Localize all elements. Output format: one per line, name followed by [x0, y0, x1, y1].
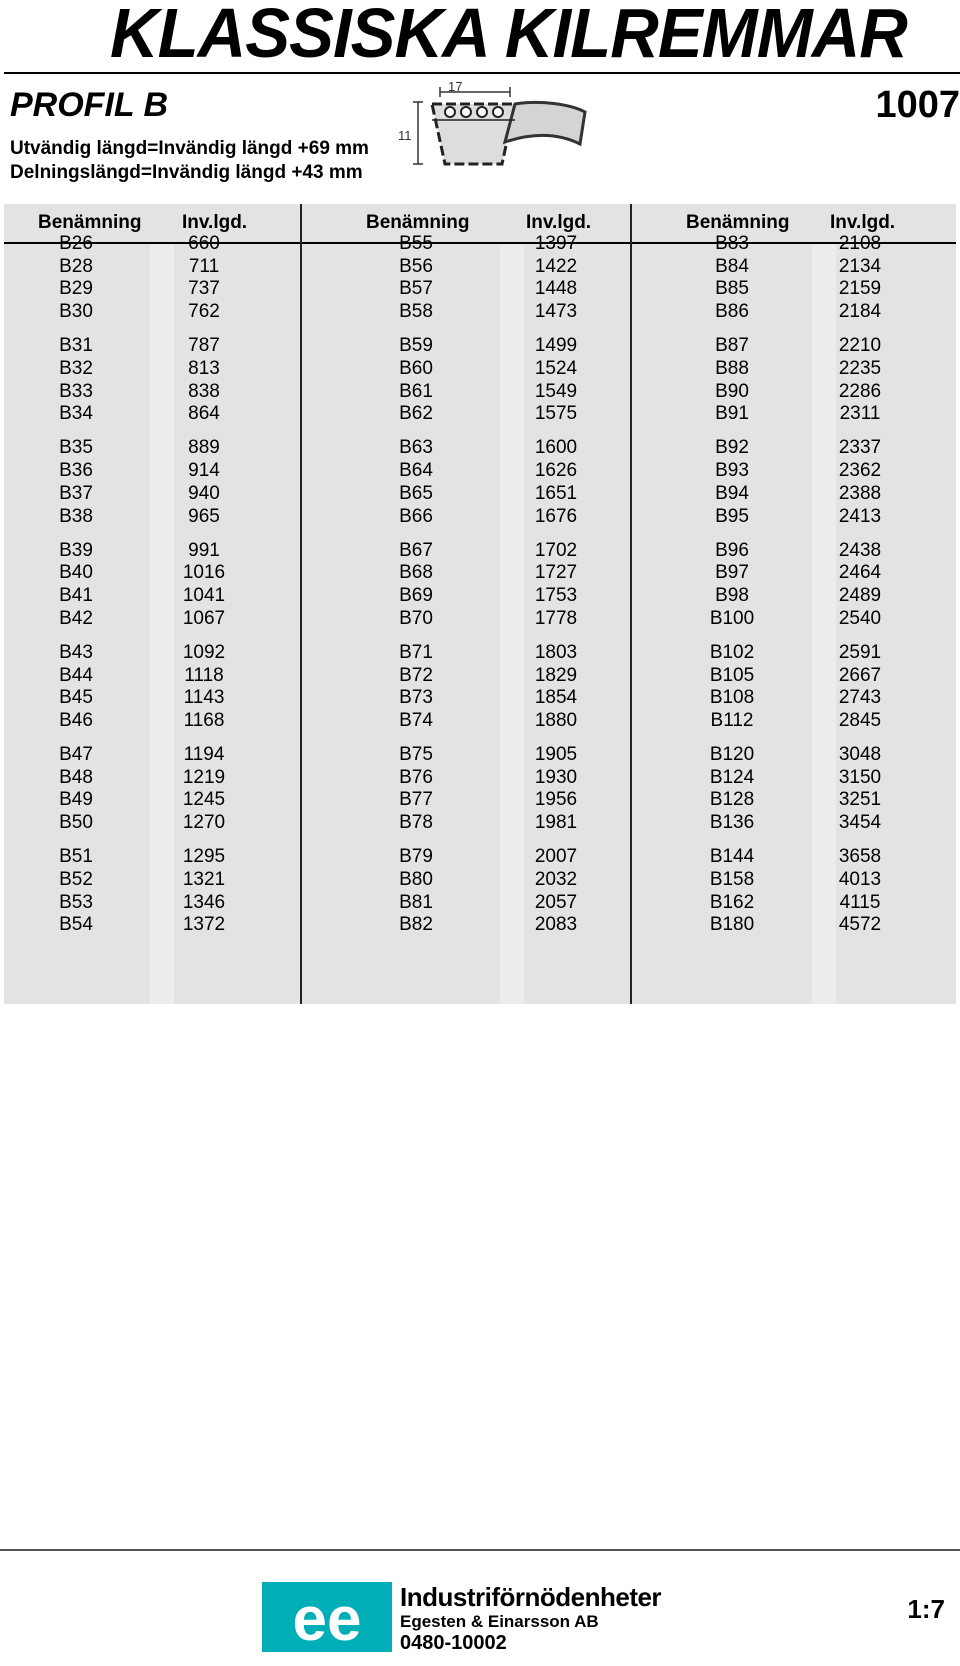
belt-designation: B26: [59, 233, 93, 254]
header-benamning-1: Benämning: [38, 212, 142, 233]
belt-inner-length: 1905: [534, 744, 578, 765]
footer-rule: [0, 1549, 960, 1551]
belt-inner-length: 1092: [182, 641, 226, 663]
belt-designation: B35: [59, 437, 93, 459]
belt-inner-length: 1219: [182, 766, 226, 788]
header-invlgd-1: Inv.lgd.: [182, 212, 248, 233]
note-pitch-length: Delningslängd=Invändig längd +43 mm: [10, 162, 363, 183]
belt-designation: B100: [709, 607, 755, 629]
belt-designation: B31: [59, 335, 93, 357]
belt-inner-length: 2032: [534, 868, 578, 890]
belt-designation: B70: [399, 607, 433, 629]
belt-inner-length: 1727: [534, 562, 578, 584]
dim-width-label: 17: [448, 79, 463, 94]
belt-designation: B58: [399, 301, 433, 323]
belt-inner-length: 1499: [534, 335, 578, 357]
belt-inner-length: 3658: [838, 846, 882, 868]
belt-designation: B97: [715, 562, 749, 584]
belt-inner-length: 3048: [838, 744, 882, 765]
belt-designation: B61: [399, 380, 433, 402]
page-title: KLASSISKA KILREMMAR: [110, 0, 907, 72]
belt-inner-length: 2210: [838, 335, 882, 357]
header-invlgd-2: Inv.lgd.: [526, 212, 592, 233]
belt-designation: B66: [399, 505, 433, 527]
belt-inner-length: 2134: [838, 255, 882, 277]
belt-designation: B92: [715, 437, 749, 459]
belt-inner-length: 2388: [838, 482, 882, 504]
belt-inner-length: 2464: [838, 562, 882, 584]
belt-designation: B29: [59, 278, 93, 300]
belt-designation: B105: [709, 664, 755, 686]
belt-inner-length: 1422: [534, 255, 578, 277]
belt-inner-length: 1575: [534, 403, 578, 425]
header-benamning-3: Benämning: [686, 212, 790, 233]
belt-inner-length: 1626: [534, 460, 578, 482]
belt-inner-length: 1067: [182, 607, 226, 629]
note-outer-length: Utvändig längd=Invändig längd +69 mm: [10, 138, 369, 159]
belt-inner-length: 1829: [534, 664, 578, 686]
belt-inner-length: 2057: [534, 891, 578, 913]
belt-designation: B54: [59, 914, 93, 936]
column-divider: [630, 204, 632, 1004]
page-code: 1007: [875, 84, 960, 126]
belt-designation: B98: [715, 585, 749, 606]
belt-designation: B91: [715, 403, 749, 425]
belt-profile-illustration: [398, 79, 610, 182]
top-rule: [4, 72, 960, 74]
belt-designation: B72: [399, 664, 433, 686]
belt-designation: B38: [59, 505, 93, 527]
belt-inner-length: 2540: [838, 607, 882, 629]
belt-inner-length: 1270: [182, 812, 226, 834]
belt-inner-length: 1016: [182, 562, 226, 584]
belt-designation: B124: [709, 766, 755, 788]
header-benamning-2: Benämning: [366, 212, 470, 233]
belt-designation: B180: [709, 914, 755, 936]
belt-designation: B59: [399, 335, 433, 357]
belt-inner-length: 4115: [839, 891, 881, 913]
page-number: 1:7: [907, 1594, 945, 1624]
belt-designation: B36: [59, 460, 93, 482]
belt-designation: B83: [715, 233, 749, 254]
belt-inner-length: 1346: [182, 891, 226, 913]
logo-text: ee: [292, 1585, 362, 1654]
belt-designation: B144: [709, 846, 755, 868]
belt-designation: B46: [59, 709, 93, 731]
belt-designation: B55: [399, 233, 433, 254]
belt-inner-length: 1321: [182, 868, 226, 890]
belt-inner-length: 4013: [838, 868, 882, 890]
belt-designation: B48: [59, 766, 93, 788]
belt-inner-length: 1372: [182, 914, 226, 936]
belt-inner-length: 2591: [838, 641, 882, 663]
belt-designation: B64: [399, 460, 433, 482]
belt-inner-length: 787: [188, 335, 220, 357]
belt-designation: B68: [399, 562, 433, 584]
belt-inner-length: 2413: [838, 505, 882, 527]
belt-inner-length: 2235: [838, 357, 882, 379]
belt-designation: B30: [59, 301, 93, 323]
belt-designation: B73: [399, 687, 433, 709]
belt-designation: B78: [399, 812, 433, 834]
belt-designation: B112: [710, 709, 754, 731]
belt-designation: B33: [59, 380, 93, 402]
belt-inner-length: 2159: [838, 278, 882, 300]
belt-designation: B85: [715, 278, 749, 300]
belt-designation: B49: [59, 789, 93, 811]
belt-inner-length: 889: [188, 437, 220, 459]
belt-inner-length: 1778: [534, 607, 578, 629]
belt-designation: B84: [715, 255, 749, 277]
belt-inner-length: 1397: [534, 233, 578, 254]
belt-designation: B162: [709, 891, 755, 913]
belt-designation: B32: [59, 357, 93, 379]
belt-designation: B96: [715, 539, 749, 561]
belt-inner-length: 737: [188, 278, 220, 300]
belt-designation: B95: [715, 505, 749, 527]
belt-inner-length: 2083: [534, 914, 578, 936]
belt-designation: B136: [709, 812, 755, 834]
belt-designation: B82: [399, 914, 433, 936]
belt-inner-length: 1854: [534, 687, 578, 709]
belt-inner-length: 940: [188, 482, 220, 504]
belt-inner-length: 2845: [838, 709, 882, 731]
company-subtitle: Egesten & Einarsson AB: [400, 1612, 599, 1631]
belt-inner-length: 1295: [182, 846, 226, 868]
belt-inner-length: 1600: [534, 437, 578, 459]
belt-designation: B41: [59, 585, 93, 606]
belt-inner-length: 864: [188, 403, 220, 425]
belt-inner-length: 1118: [184, 664, 224, 686]
belt-designation: B128: [709, 789, 755, 811]
belt-inner-length: 660: [188, 233, 220, 254]
belt-designation: B47: [59, 744, 93, 765]
belt-designation: B51: [59, 846, 93, 868]
belt-designation: B94: [715, 482, 749, 504]
belt-designation: B79: [399, 846, 433, 868]
belt-designation: B42: [59, 607, 93, 629]
belt-inner-length: 1981: [534, 812, 578, 834]
belt-inner-length: 813: [188, 357, 220, 379]
profile-heading: PROFIL B: [10, 86, 169, 124]
belt-designation: B76: [399, 766, 433, 788]
belt-designation: B69: [399, 585, 433, 606]
belt-inner-length: 1473: [534, 301, 578, 323]
belt-inner-length: 1448: [534, 278, 578, 300]
belt-inner-length: 3454: [838, 812, 882, 834]
belt-inner-length: 2489: [838, 585, 882, 606]
belt-table: [4, 204, 956, 1004]
belt-inner-length: 2438: [838, 539, 882, 561]
belt-designation: B34: [59, 403, 93, 425]
belt-designation: B102: [709, 641, 755, 663]
belt-inner-length: 2362: [838, 460, 882, 482]
belt-designation: B44: [59, 664, 93, 686]
belt-designation: B39: [59, 539, 93, 561]
belt-inner-length: 1956: [534, 789, 578, 811]
belt-inner-length: 1168: [183, 709, 225, 731]
table-header: [4, 204, 956, 240]
column-divider: [300, 204, 302, 1004]
belt-designation: B63: [399, 437, 433, 459]
belt-designation: B74: [399, 709, 433, 731]
belt-inner-length: 4572: [838, 914, 882, 936]
belt-designation: B45: [59, 687, 93, 709]
belt-inner-length: 914: [188, 460, 220, 482]
belt-designation: B93: [715, 460, 749, 482]
belt-designation: B57: [399, 278, 433, 300]
belt-designation: B50: [59, 812, 93, 834]
belt-designation: B53: [59, 891, 93, 913]
belt-inner-length: 3150: [838, 766, 882, 788]
belt-designation: B75: [399, 744, 433, 765]
belt-designation: B80: [399, 868, 433, 890]
belt-designation: B77: [399, 789, 433, 811]
belt-designation: B81: [399, 891, 433, 913]
belt-inner-length: 1549: [534, 380, 578, 402]
belt-inner-length: 3251: [838, 789, 882, 811]
belt-designation: B67: [399, 539, 433, 561]
belt-inner-length: 1194: [183, 744, 225, 765]
belt-inner-length: 711: [188, 255, 220, 277]
belt-designation: B87: [715, 335, 749, 357]
belt-designation: B37: [59, 482, 93, 504]
belt-inner-length: 1143: [183, 687, 225, 709]
belt-inner-length: 1651: [534, 482, 578, 504]
belt-designation: B62: [399, 403, 433, 425]
belt-inner-length: 2108: [838, 233, 882, 254]
belt-inner-length: 1753: [534, 585, 578, 606]
belt-inner-length: 1930: [534, 766, 578, 788]
company-phone: 0480-10002: [400, 1632, 507, 1654]
belt-designation: B28: [59, 255, 93, 277]
belt-inner-length: 1880: [534, 709, 578, 731]
belt-designation: B108: [709, 687, 755, 709]
belt-designation: B56: [399, 255, 433, 277]
dim-height-label: 11: [398, 128, 412, 143]
belt-inner-length: 1803: [534, 641, 578, 663]
belt-inner-length: 1702: [534, 539, 578, 561]
belt-inner-length: 838: [188, 380, 220, 402]
belt-inner-length: 1524: [534, 357, 578, 379]
company-name: Industriförnödenheter: [400, 1582, 662, 1612]
belt-designation: B158: [709, 868, 755, 890]
belt-inner-length: 965: [188, 505, 220, 527]
belt-designation: B65: [399, 482, 433, 504]
belt-inner-length: 2286: [838, 380, 882, 402]
belt-inner-length: 1245: [182, 789, 226, 811]
belt-inner-length: 1041: [182, 585, 226, 606]
belt-designation: B43: [59, 641, 93, 663]
belt-inner-length: 991: [188, 539, 220, 561]
belt-designation: B88: [715, 357, 749, 379]
belt-inner-length: 2311: [839, 403, 881, 425]
belt-inner-length: 2743: [838, 687, 882, 709]
belt-designation: B120: [709, 744, 755, 765]
belt-inner-length: 2184: [838, 301, 882, 323]
belt-inner-length: 762: [188, 301, 220, 323]
belt-inner-length: 2667: [838, 664, 882, 686]
belt-inner-length: 2337: [838, 437, 882, 459]
belt-designation: B60: [399, 357, 433, 379]
belt-designation: B86: [715, 301, 749, 323]
belt-designation: B71: [399, 641, 433, 663]
belt-designation: B52: [59, 868, 93, 890]
belt-designation: B90: [715, 380, 749, 402]
belt-inner-length: 1676: [534, 505, 578, 527]
belt-designation: B40: [59, 562, 93, 584]
header-invlgd-3: Inv.lgd.: [830, 212, 896, 233]
belt-inner-length: 2007: [534, 846, 578, 868]
company-logo: [262, 1582, 392, 1652]
